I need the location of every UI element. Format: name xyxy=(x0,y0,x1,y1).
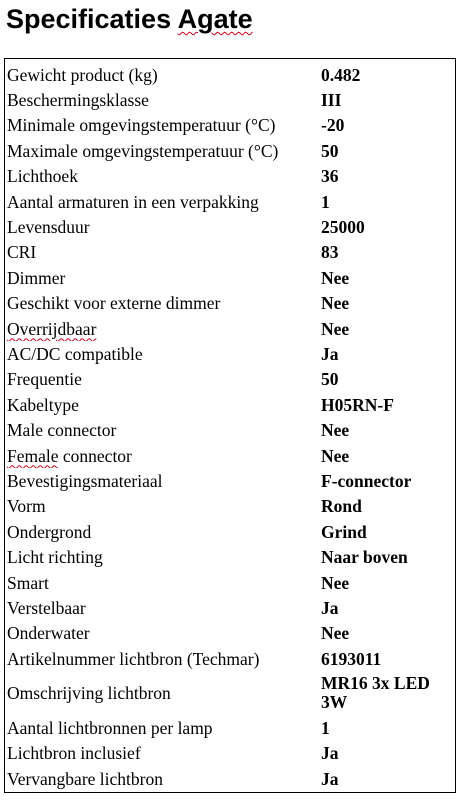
spec-label: Verstelbaar xyxy=(7,597,86,618)
spec-label: AC/DC compatible xyxy=(7,343,143,364)
spec-label: Beschermingsklasse xyxy=(7,90,149,111)
spec-value: Nee xyxy=(321,318,350,339)
table-row xyxy=(5,715,456,740)
table-row xyxy=(5,59,456,88)
spec-value: Rond xyxy=(321,496,362,517)
spec-value: Nee xyxy=(321,445,350,466)
table-row xyxy=(5,87,456,112)
spec-value: 1 xyxy=(321,191,330,212)
spec-value: Ja xyxy=(321,768,339,789)
spec-label-rest: connector xyxy=(58,445,132,466)
table-row xyxy=(5,544,456,569)
spec-value: Nee xyxy=(321,623,350,644)
table-row xyxy=(5,519,456,544)
table-row xyxy=(5,766,456,792)
spec-value: Nee xyxy=(321,293,350,314)
spec-label: Smart xyxy=(7,572,49,593)
table-row xyxy=(5,646,456,671)
table-row xyxy=(5,741,456,766)
spec-value: Ja xyxy=(321,597,339,618)
spec-label: Bevestigingsmateriaal xyxy=(7,470,163,491)
spec-label: Lichtbron inclusief xyxy=(7,743,141,764)
table-row xyxy=(5,595,456,620)
spec-label: Kabeltype xyxy=(7,394,79,415)
spec-label: Vorm xyxy=(7,496,46,517)
table-row xyxy=(5,367,456,392)
specifications-table-body xyxy=(5,59,456,793)
spec-value: Naar boven xyxy=(321,547,408,568)
spec-label: Lichthoek xyxy=(7,166,78,187)
table-row xyxy=(5,265,456,290)
spec-value: Grind xyxy=(321,521,367,542)
spec-label: Dimmer xyxy=(7,267,66,288)
spec-label: Levensduur xyxy=(7,217,90,238)
spec-label: Onderwater xyxy=(7,623,90,644)
spec-label: Aantal lichtbronnen per lamp xyxy=(7,718,213,739)
table-row xyxy=(5,341,456,366)
spec-value: F-connector xyxy=(321,470,412,491)
table-row xyxy=(5,164,456,189)
table-row xyxy=(5,621,456,646)
spec-value: MR16 3x LED 3W xyxy=(321,673,430,713)
table-row xyxy=(5,570,456,595)
table-row xyxy=(5,214,456,239)
spec-label: Minimale omgevingstemperatuur (°C) xyxy=(7,115,276,136)
page-title xyxy=(6,2,253,36)
spec-value: Nee xyxy=(321,572,350,593)
spec-value: Nee xyxy=(321,420,350,441)
spec-label xyxy=(5,443,320,468)
spec-value: 6193011 xyxy=(321,648,382,669)
table-row xyxy=(5,189,456,214)
spec-value: 50 xyxy=(321,369,339,390)
spec-label-flagged-word: Overrijdbaar xyxy=(7,318,97,339)
spec-value: Ja xyxy=(321,343,339,364)
spec-value: 1 xyxy=(321,718,330,739)
spec-label-flagged-word: Female xyxy=(7,445,59,466)
spec-label: Vervangbare lichtbron xyxy=(7,768,163,789)
spec-label: CRI xyxy=(7,242,37,263)
table-row xyxy=(5,494,456,519)
spec-label: Frequentie xyxy=(7,369,82,390)
spec-label: Aantal armaturen in een verpakking xyxy=(7,191,259,212)
spec-value: Nee xyxy=(321,267,350,288)
table-row xyxy=(5,468,456,493)
spec-value: 36 xyxy=(321,166,339,187)
table-row xyxy=(5,291,456,316)
spec-label: Male connector xyxy=(7,420,117,441)
spec-label: Ondergrond xyxy=(7,521,92,542)
spec-label xyxy=(5,316,320,341)
table-row xyxy=(5,417,456,442)
spec-value: -20 xyxy=(321,115,345,136)
spec-value: III xyxy=(321,90,342,111)
table-row xyxy=(5,443,456,468)
spec-label: Artikelnummer lichtbron (Techmar) xyxy=(7,648,260,669)
title-word-2: Agate xyxy=(177,4,253,34)
table-row xyxy=(5,671,456,715)
spec-value: 50 xyxy=(321,140,339,161)
table-row xyxy=(5,240,456,265)
spec-value: 0.482 xyxy=(321,64,361,85)
spec-value: 25000 xyxy=(321,217,365,238)
table-row xyxy=(5,392,456,417)
table-row xyxy=(5,113,456,138)
title-word-1: Specificaties xyxy=(6,4,172,34)
table-row xyxy=(5,138,456,163)
spec-label: Maximale omgevingstemperatuur (°C) xyxy=(7,140,279,161)
table-row xyxy=(5,316,456,341)
spec-label: Geschikt voor externe dimmer xyxy=(7,293,221,314)
spec-label: Omschrijving lichtbron xyxy=(7,683,171,704)
specifications-table xyxy=(4,58,456,793)
spec-label: Licht richting xyxy=(7,547,103,568)
spec-label: Gewicht product (kg) xyxy=(7,64,158,85)
spec-value: 83 xyxy=(321,242,339,263)
spec-value: H05RN-F xyxy=(321,394,394,415)
spec-value: Ja xyxy=(321,743,339,764)
